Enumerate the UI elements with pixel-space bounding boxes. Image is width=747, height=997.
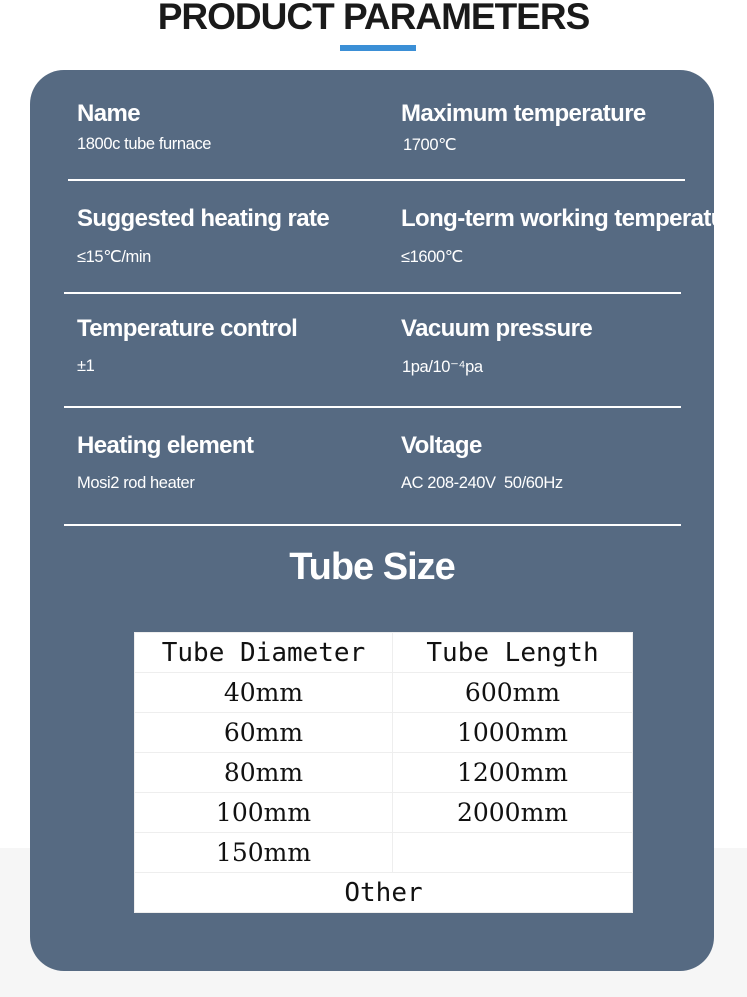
- param-max-temp-value: 1700℃: [403, 136, 457, 154]
- param-name-value: 1800c tube furnace: [77, 135, 212, 153]
- param-heating-element-label: Heating element: [77, 432, 254, 459]
- param-working-temp-value: ≤1600℃: [401, 248, 463, 266]
- other-cell: Other: [135, 873, 633, 913]
- diameter-cell: 40mm: [135, 673, 393, 713]
- param-working-temp-label: Long-term working temperature: [401, 205, 747, 232]
- table-row: [135, 833, 633, 873]
- table-footer-row: [135, 873, 633, 913]
- page-title: PRODUCT PARAMETERS: [157, 0, 590, 37]
- table-row: [135, 713, 633, 753]
- length-cell: [393, 833, 633, 873]
- table-header-row: [135, 633, 633, 673]
- table-row: [135, 793, 633, 833]
- row-divider: [64, 406, 681, 408]
- diameter-cell: 60mm: [135, 713, 393, 753]
- param-temp-control-label: Temperature control: [77, 315, 298, 342]
- diameter-cell: 80mm: [135, 753, 393, 793]
- param-vacuum-label: Vacuum pressure: [401, 315, 593, 342]
- table-row: [135, 673, 633, 713]
- length-cell: 2000mm: [393, 793, 633, 833]
- param-heating-rate-label: Suggested heating rate: [77, 205, 330, 232]
- table-row: [135, 753, 633, 793]
- row-divider: [64, 524, 681, 526]
- length-cell: 600mm: [393, 673, 633, 713]
- param-temp-control-value: ±1: [77, 357, 95, 375]
- param-name-label: Name: [77, 100, 140, 127]
- tube-size-title: Tube Size: [289, 546, 455, 588]
- param-vacuum-value: 1pa/10⁻⁴pa: [402, 358, 483, 376]
- table-header-length: Tube Length: [393, 633, 633, 673]
- param-max-temp-label: Maximum temperature: [401, 100, 646, 127]
- row-divider: [64, 292, 681, 294]
- diameter-cell: 150mm: [135, 833, 393, 873]
- title-underline: [340, 45, 416, 51]
- table-header-diameter: Tube Diameter: [135, 633, 393, 673]
- param-heating-rate-value: ≤15℃/min: [77, 248, 151, 266]
- param-heating-element-value: Mosi2 rod heater: [77, 474, 195, 492]
- param-voltage-label: Voltage: [401, 432, 482, 459]
- diameter-cell: 100mm: [135, 793, 393, 833]
- tube-size-table: [134, 632, 633, 913]
- length-cell: 1200mm: [393, 753, 633, 793]
- row-divider: [68, 179, 685, 181]
- param-voltage-value: AC 208-240V 50/60Hz: [401, 474, 563, 492]
- length-cell: 1000mm: [393, 713, 633, 753]
